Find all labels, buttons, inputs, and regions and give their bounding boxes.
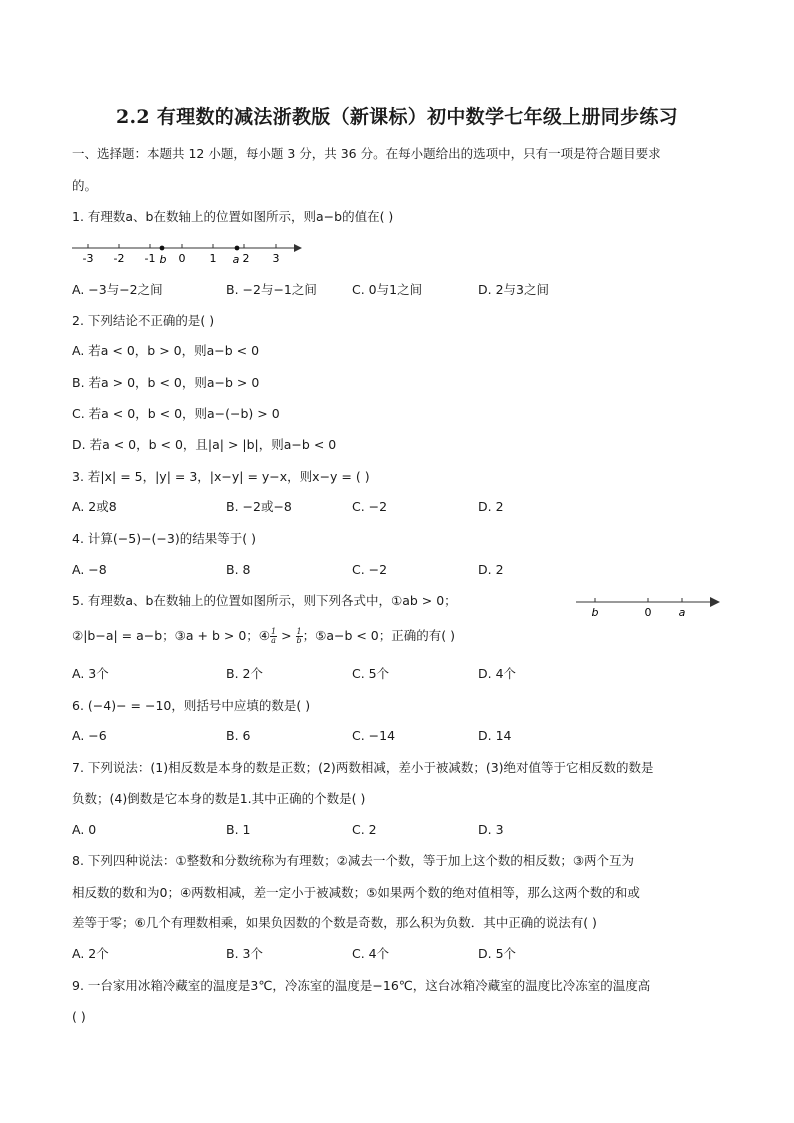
question-2-stem: 2. 下列结论不正确的是( ) [72, 313, 215, 328]
question-7-stem: 7. 下列说法：(1)相反数是本身的数是正数；(2)两数相减，差小于被减数；(3)绝对值等于它相反数的数是 [72, 760, 654, 775]
q5-option-a: A. 3个 [72, 666, 109, 681]
question-9-stem: 9. 一台家用冰箱冷藏室的温度是3℃，冷冻室的温度是−16℃，这台冰箱冷藏室的温度比冷冻室的温度高 [72, 978, 651, 993]
q5-option-d: D. 4个 [478, 666, 517, 681]
q5-option-b: B. 2个 [226, 666, 263, 681]
q7-option-a: A. 0 [72, 822, 97, 837]
q7-option-d: D. 3 [478, 822, 504, 837]
question-7-stem-cont: 负数；(4)倒数是它本身的数是1.其中正确的个数是( ) [72, 791, 366, 806]
q1-tick-label: 0 [178, 252, 186, 265]
q1-tick-label: -1 [144, 252, 156, 265]
q7-option-b: B. 1 [226, 822, 251, 837]
q5-greater-than: > [277, 628, 296, 643]
q8-option-b: B. 3个 [226, 946, 263, 961]
q5-number-line [574, 592, 724, 622]
q1-tick-label: -3 [82, 252, 94, 265]
q4-option-c: C. −2 [352, 562, 388, 577]
q1-option-c: C. 0与1之间 [352, 282, 423, 297]
q3-option-c: C. −2 [352, 499, 388, 514]
q1-tick-label: 1 [209, 252, 217, 265]
q1-point-a [235, 246, 240, 251]
q4-option-d: D. 2 [478, 562, 504, 577]
q1-label-a: a [232, 253, 240, 266]
q5-label-b: b [591, 606, 599, 619]
q6-option-b: B. 6 [226, 728, 251, 743]
question-3-stem: 3. 若|x| = 5，|y| = 3，|x−y| = y−x，则x−y = ( ) [72, 469, 370, 484]
q5-fraction-1-over-b: $\frac{1}{b}$ [296, 627, 302, 645]
q1-tick-label: -2 [113, 252, 125, 265]
question-5-stem: 5. 有理数a、b在数轴上的位置如图所示，则下列各式中，①ab > 0； [72, 593, 457, 608]
q6-option-c: C. −14 [352, 728, 396, 743]
question-5-stem-cont [72, 628, 722, 645]
q2-option-a: A. 若a < 0，b > 0，则a−b < 0 [72, 343, 260, 358]
q1-point-b [160, 246, 165, 251]
q1-tick-label: 2 [242, 252, 250, 265]
q1-number-line [70, 238, 310, 270]
section-instructions-cont: 的。 [72, 178, 98, 193]
q4-option-b: B. 8 [226, 562, 251, 577]
question-8-stem-cont: 差等于零；⑥几个有理数相乘，如果负因数的个数是奇数，那么积为负数．其中正确的说法有( ) [72, 915, 597, 930]
q1-tick-label: 3 [272, 252, 280, 265]
question-6-stem: 6. (−4)− = −10，则括号中应填的数是( ) [72, 698, 311, 713]
q4-option-a: A. −8 [72, 562, 107, 577]
q3-option-b: B. −2或−8 [226, 499, 292, 514]
question-8-stem: 8. 下列四种说法：①整数和分数统称为有理数；②减去一个数，等于加上这个数的相反数；③两个互为 [72, 853, 635, 868]
question-4-stem: 4. 计算(−5)−(−3)的结果等于( ) [72, 531, 256, 546]
q3-option-d: D. 2 [478, 499, 504, 514]
question-9-stem-cont: ( ) [72, 1009, 86, 1024]
q2-option-d: D. 若a < 0，b < 0，且|a| > |b|，则a−b < 0 [72, 437, 337, 452]
q6-option-d: D. 14 [478, 728, 512, 743]
q3-option-a: A. 2或8 [72, 499, 117, 514]
q5-label-a: a [678, 606, 686, 619]
q2-option-b: B. 若a > 0，b < 0，则a−b > 0 [72, 375, 260, 390]
q5-label-zero: 0 [644, 606, 652, 619]
q5-stem-part: ②|b−a| = a−b；③a + b > 0；④ [72, 628, 270, 643]
q5-option-c: C. 5个 [352, 666, 390, 681]
question-8-stem-cont: 相反数的数和为0；④两数相减，差一定小于被减数；⑤如果两个数的绝对值相等，那么这两个数的和或 [72, 885, 640, 900]
q1-option-b: B. −2与−1之间 [226, 282, 317, 297]
q5-fraction-1-over-a: $\frac{1}{a}$ [271, 627, 277, 645]
q2-option-c: C. 若a < 0，b < 0，则a−(−b) > 0 [72, 406, 280, 421]
page-title: 2.2 有理数的减法浙教版（新课标）初中数学七年级上册同步练习 [116, 106, 678, 128]
q1-option-a: A. −3与−2之间 [72, 282, 163, 297]
q6-option-a: A. −6 [72, 728, 107, 743]
q1-label-b: b [159, 253, 167, 266]
q8-option-c: C. 4个 [352, 946, 390, 961]
section-instructions: 一、选择题：本题共 12 小题，每小题 3 分，共 36 分。在每小题给出的选项中，只有一项是符合题目要求 [72, 146, 661, 161]
q7-option-c: C. 2 [352, 822, 377, 837]
q8-option-a: A. 2个 [72, 946, 109, 961]
q5-stem-part: ；⑤a−b < 0；正确的有( ) [302, 628, 455, 643]
question-1-stem: 1. 有理数a、b在数轴上的位置如图所示，则a−b的值在( ) [72, 209, 394, 224]
q8-option-d: D. 5个 [478, 946, 517, 961]
q1-option-d: D. 2与3之间 [478, 282, 549, 297]
